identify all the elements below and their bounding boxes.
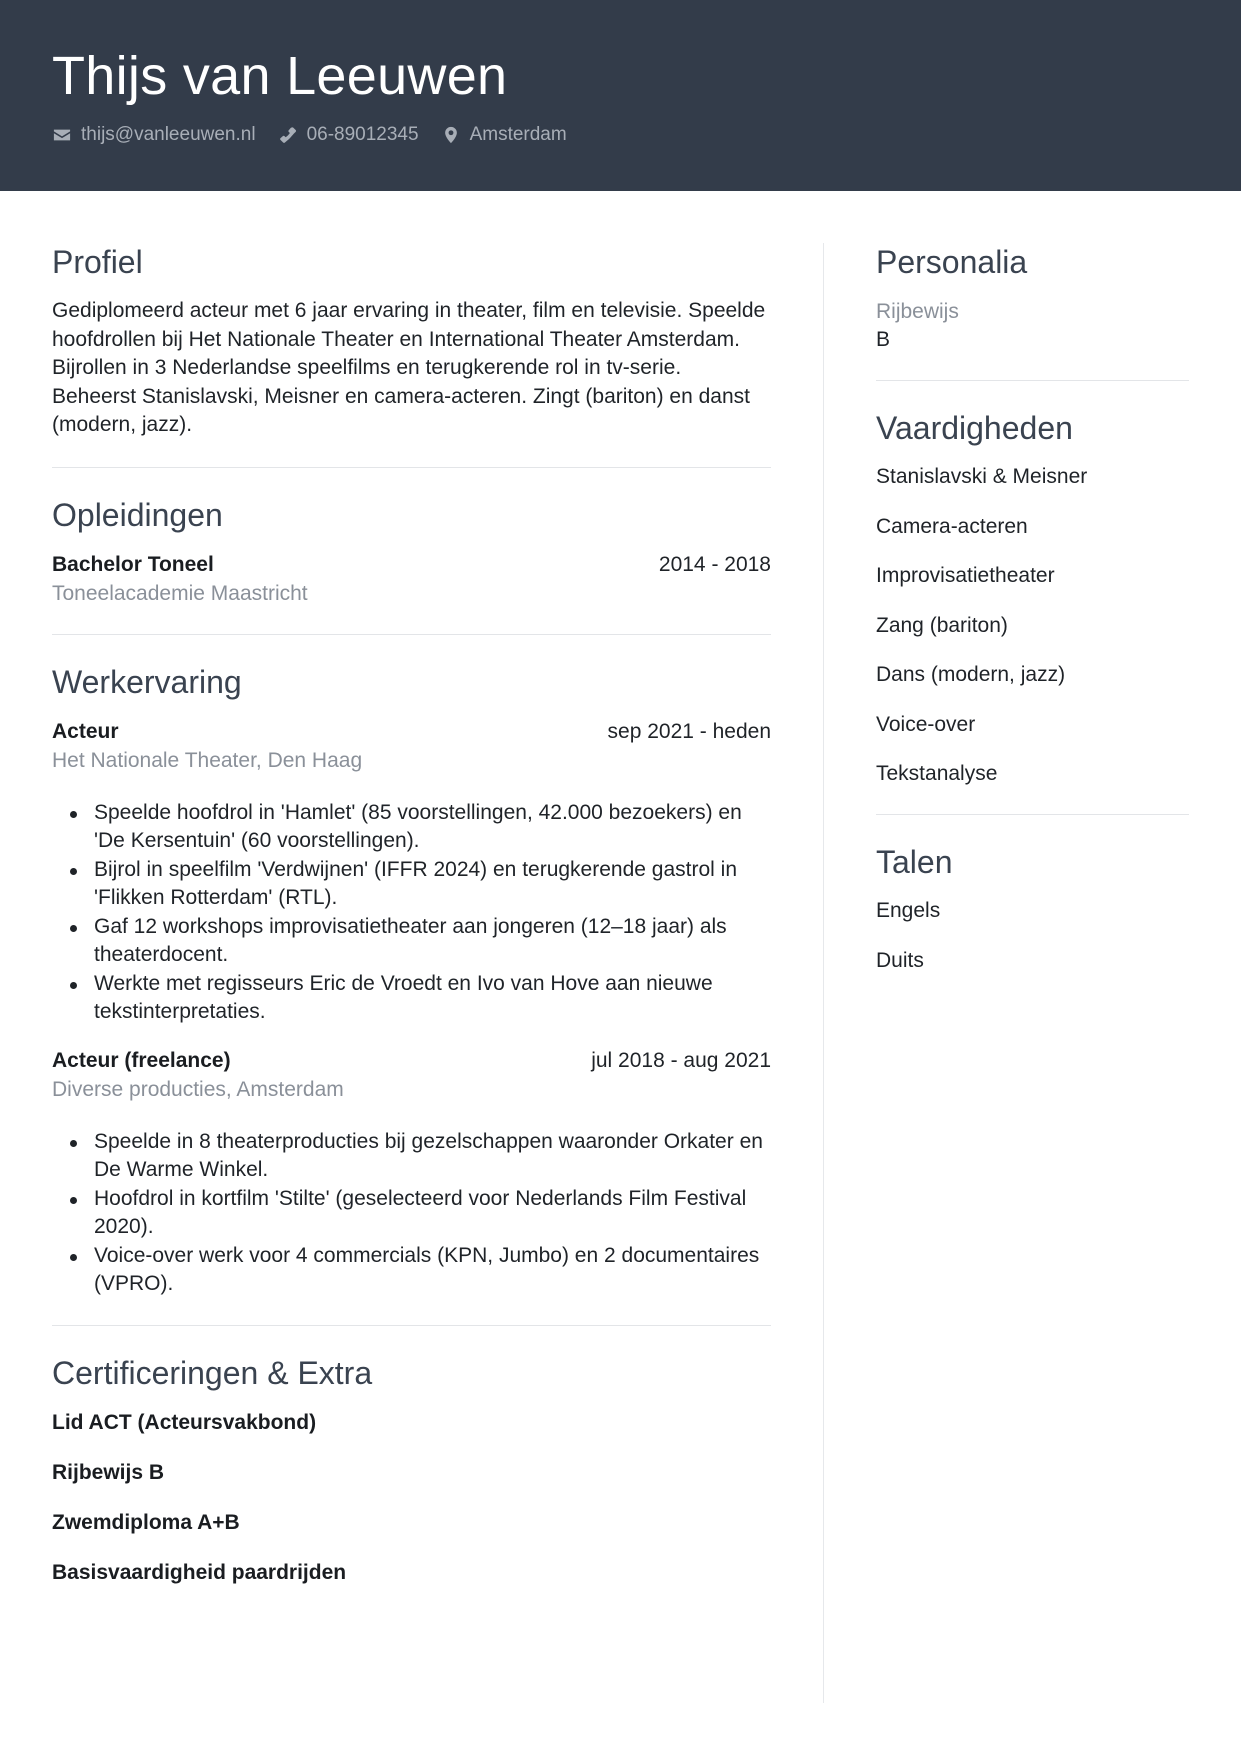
cert-item: Zwemdiploma A+B (52, 1510, 240, 1534)
entry-date: sep 2021 - heden (607, 719, 771, 743)
phone-icon (278, 125, 298, 145)
section-divider (876, 380, 1189, 381)
personalia-label: Rijbewijs (876, 300, 959, 323)
section-title-profiel: Profiel (52, 244, 143, 280)
bullet-list (52, 799, 771, 1027)
skill-item: Voice-over (876, 712, 976, 736)
section-divider (52, 634, 771, 635)
language-item: Engels (876, 899, 941, 922)
skill-item: Camera-acteren (876, 514, 1028, 538)
section-title-personalia: Personalia (876, 244, 1028, 280)
entry-header (52, 551, 771, 579)
contact-phone (278, 124, 419, 146)
cert-item: Rijbewijs B (52, 1460, 165, 1484)
personalia-value: B (876, 328, 891, 351)
section-title-vaardigheden: Vaardigheden (876, 410, 1073, 446)
entry-institution: Toneelacademie Maastricht (52, 581, 308, 605)
skill-item: Dans (modern, jazz) (876, 663, 1066, 686)
section-divider (876, 814, 1189, 815)
entry-header (52, 1047, 771, 1075)
opleidingen-section (52, 496, 771, 608)
list-item: Voice-over werk voor 4 commercials (KPN, Jumbo) en 2 documentaires (VPRO). (52, 1242, 771, 1299)
list-item: Speelde hoofdrol in 'Hamlet' (85 voorstellingen, 42.000 bezoekers) en 'De Kersentuin' (60 voorstellingen). (52, 799, 771, 856)
header (0, 0, 1241, 191)
skill-item: Stanislavski & Meisner (876, 465, 1088, 488)
section-divider (52, 1325, 771, 1326)
skill-item: Tekstanalyse (876, 762, 998, 785)
list-item: Bijrol in speelfilm 'Verdwijnen' (IFFR 2024) en terugkerende gastrol in 'Flikken Rotterdam' (RTL). (52, 856, 771, 913)
section-title-opleidingen: Opleidingen (52, 496, 223, 533)
job-entry (52, 718, 771, 1027)
entry-title: Bachelor Toneel (52, 552, 214, 576)
profile-text: Gediplomeerd acteur met 6 jaar ervaring in theater, film en televisie. Speelde hoofdrollen bij Het Nationale Theater en International Theater Amsterdam. Bijrollen in 3 Nederlandse speelfilms en terugkerende rol in tv-serie. Beheerst Stanislavski, Meisner en camera-acteren. Zingt (bariton) en danst (modern, jazz). (52, 299, 766, 436)
cert-item: Basisvaardigheid paardrijden (52, 1560, 347, 1584)
language-item: Duits (876, 948, 924, 972)
section-title-werkervaring: Werkervaring (52, 663, 242, 700)
contact-email (52, 124, 256, 146)
cert-item: Lid ACT (Acteursvakbond) (52, 1410, 317, 1434)
contact-location (441, 124, 567, 146)
certificeringen-section (52, 1354, 771, 1587)
skill-item: Improvisatietheater (876, 564, 1055, 587)
list-item: Hoofdrol in kortfilm 'Stilte' (geselecteerd voor Nederlands Film Festival 2020). (52, 1185, 771, 1242)
section-title-talen: Talen (876, 844, 953, 880)
werkervaring-section (52, 663, 771, 1299)
list-item: Gaf 12 workshops improvisatietheater aan jongeren (12–18 jaar) als theaterdocent. (52, 913, 771, 970)
contact-location-text: Amsterdam (469, 124, 567, 145)
section-title-certificeringen: Certificeringen & Extra (52, 1354, 373, 1391)
job-entry (52, 1047, 771, 1299)
personalia-section (876, 243, 1189, 354)
sidebar (876, 243, 1189, 975)
bullet-list (52, 1128, 771, 1299)
entry-date: 2014 - 2018 (658, 552, 771, 576)
entry-employer: Het Nationale Theater, Den Haag (52, 748, 363, 772)
contact-bar (52, 122, 589, 148)
map-pin-icon (441, 125, 461, 145)
section-divider (52, 467, 771, 468)
list-item: Werkte met regisseurs Eric de Vroedt en Ivo van Hove aan nieuwe tekstinterpretaties. (52, 970, 771, 1027)
entry-date: jul 2018 - aug 2021 (591, 1048, 771, 1072)
entry-title: Acteur (freelance) (52, 1048, 231, 1072)
entry-employer: Diverse producties, Amsterdam (52, 1077, 344, 1101)
list-item: Speelde in 8 theaterproducties bij gezelschappen waaronder Orkater en De Warme Winkel. (52, 1128, 771, 1185)
contact-email-text: thijs@vanleeuwen.nl (81, 124, 256, 145)
entry-title: Acteur (52, 719, 119, 743)
profiel-section (52, 243, 771, 440)
vaardigheden-section (876, 409, 1189, 788)
entry-header (52, 718, 771, 746)
contact-phone-text: 06-89012345 (306, 124, 419, 145)
skill-item: Zang (bariton) (876, 613, 1008, 637)
talen-section (876, 843, 1189, 975)
column-divider (823, 243, 824, 1703)
envelope-icon (52, 125, 72, 145)
education-entry (52, 551, 771, 608)
main-column (52, 243, 771, 1587)
candidate-name: Thijs van Leeuwen (52, 46, 508, 106)
